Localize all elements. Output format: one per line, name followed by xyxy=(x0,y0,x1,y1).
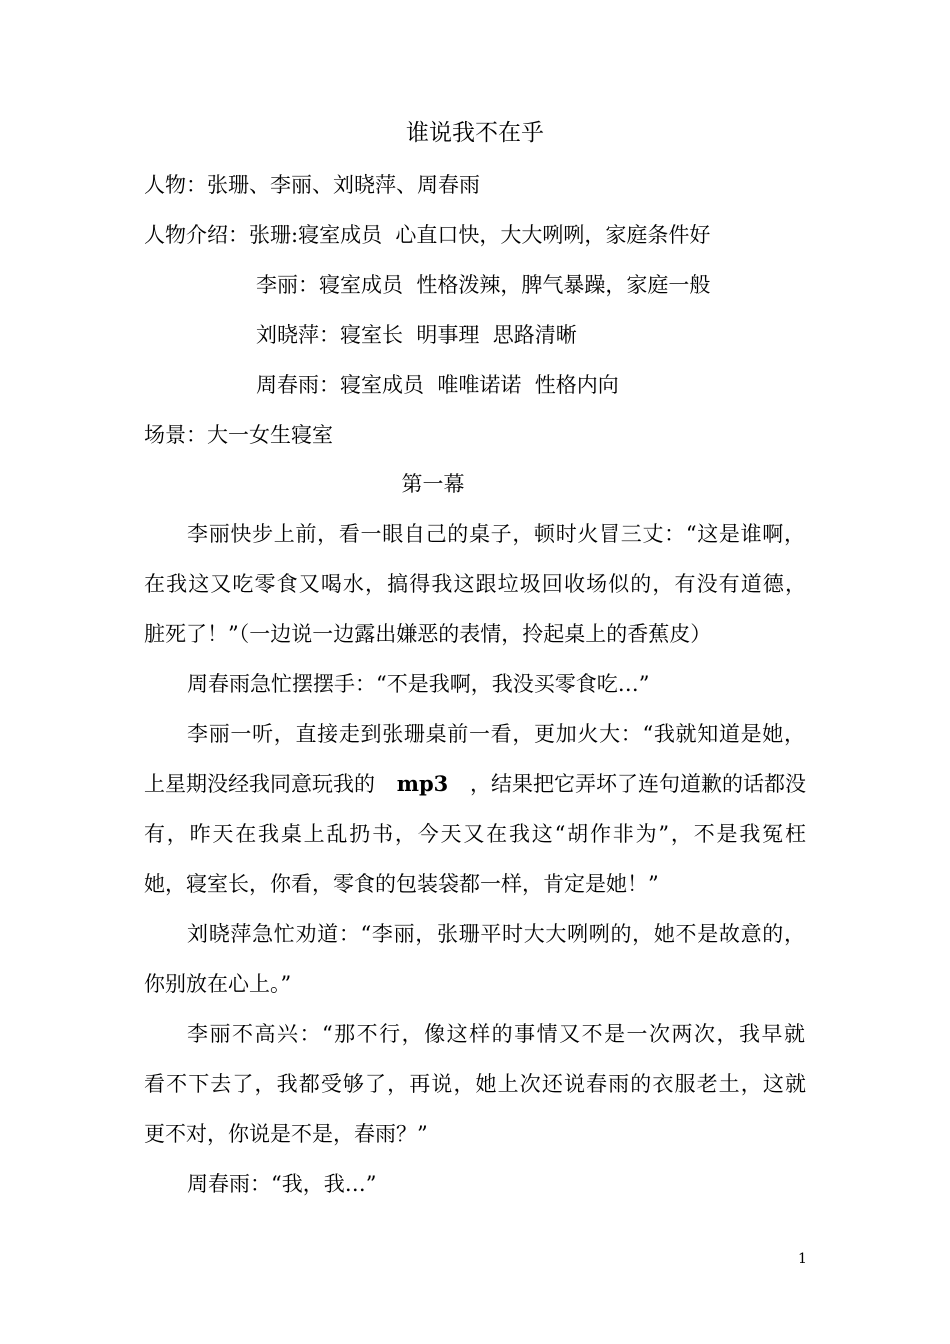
paragraph-line: 有，昨天在我桌上乱扔书，今天又在我这“胡作非为”，不是我冤枉 xyxy=(144,822,806,846)
intro-line-4 xyxy=(256,370,619,400)
intro-name: 刘晓萍： xyxy=(256,323,340,347)
paragraph-line xyxy=(144,769,806,799)
paragraph-line: 你别放在心上。” xyxy=(144,972,292,996)
scene-line: 场景：大一女生寝室 xyxy=(144,423,333,447)
intro-desc: 寝室成员 唯唯诺诺 性格内向 xyxy=(340,373,619,397)
intro-desc: 寝室长 明事理 思路清晰 xyxy=(340,323,577,347)
document-title: 谁说我不在乎 xyxy=(406,120,544,146)
paragraph-line: 李丽一听，直接走到张珊桌前一看，更加火大：“我就知道是她， xyxy=(187,722,805,746)
paragraph-line: 脏死了！”（一边说一边露出嫌恶的表情，拎起桌上的香蕉皮） xyxy=(144,622,712,646)
paragraph-line: 周春雨急忙摆摆手：“不是我啊，我没买零食吃…” xyxy=(187,672,650,696)
intro-line-3 xyxy=(256,320,577,350)
intro-name: 张珊: xyxy=(249,223,299,247)
intro-name: 李丽： xyxy=(256,273,319,297)
paragraph-line: 周春雨：“我，我…” xyxy=(187,1172,377,1196)
text-segment: 上星期没经我同意玩我的 xyxy=(144,772,375,796)
paragraph-line: 在我这又吃零食又喝水，搞得我这跟垃圾回收场似的，有没有道德， xyxy=(144,572,806,596)
characters-line: 人物：张珊、李丽、刘晓萍、周春雨 xyxy=(144,173,480,197)
text-segment: ，结果把它弄坏了连句道歉的话都没 xyxy=(469,772,806,796)
paragraph-line: 她，寝室长，你看，零食的包装袋都一样，肯定是她！” xyxy=(144,872,659,896)
paragraph-line: 刘晓萍急忙劝道：“李丽，张珊平时大大咧咧的，她不是故意的， xyxy=(187,922,805,946)
intro-line-1 xyxy=(144,220,710,250)
paragraph-line: 李丽快步上前，看一眼自己的桌子，顿时火冒三丈：“这是谁啊， xyxy=(187,522,805,546)
intro-line-2 xyxy=(256,270,710,300)
intro-desc: 寝室成员 心直口快，大大咧咧，家庭条件好 xyxy=(298,223,711,247)
intro-desc: 寝室成员 性格泼辣，脾气暴躁，家庭一般 xyxy=(319,273,711,297)
intro-label: 人物介绍： xyxy=(144,223,249,247)
intro-name: 周春雨： xyxy=(256,373,340,397)
mp3-term: mp3 xyxy=(396,771,449,796)
paragraph-line: 更不对，你说是不是，春雨？” xyxy=(144,1122,428,1146)
act-heading: 第一幕 xyxy=(401,472,465,496)
paragraph-line: 李丽不高兴：“那不行，像这样的事情又不是一次两次，我早就 xyxy=(187,1022,805,1046)
paragraph-line: 看不下去了，我都受够了，再说，她上次还说春雨的衣服老土，这就 xyxy=(144,1072,806,1096)
page-number: 1 xyxy=(798,1251,807,1267)
